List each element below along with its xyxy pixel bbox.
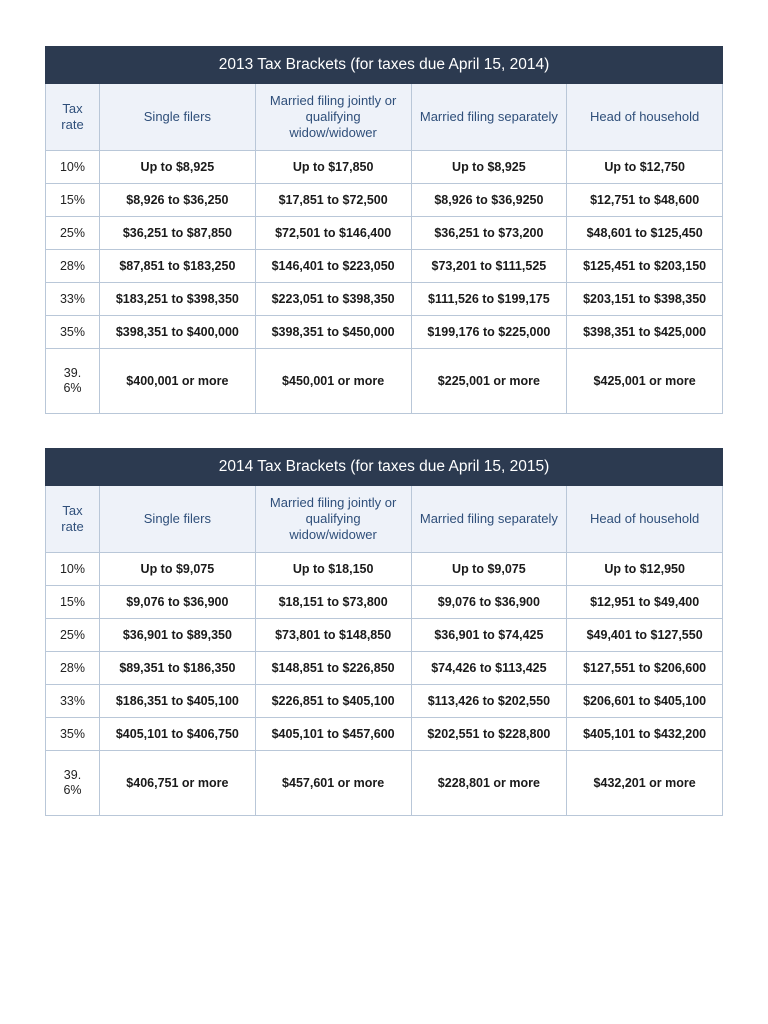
married-jointly-cell: $226,851 to $405,100 xyxy=(255,685,411,718)
head-of-household-cell: Up to $12,750 xyxy=(567,151,723,184)
head-of-household-cell: $48,601 to $125,450 xyxy=(567,217,723,250)
tax-brackets-2014-table xyxy=(45,448,723,816)
married-separately-cell: $202,551 to $228,800 xyxy=(411,718,567,751)
table-row xyxy=(46,619,723,652)
column-header-married-separately: Married filing separately xyxy=(411,486,567,553)
column-header-row xyxy=(46,486,723,553)
married-jointly-cell: Up to $18,150 xyxy=(255,553,411,586)
married-separately-cell: $199,176 to $225,000 xyxy=(411,316,567,349)
married-separately-cell: $9,076 to $36,900 xyxy=(411,586,567,619)
column-header-married-jointly: Married filing jointly or qualifying widow/widower xyxy=(255,84,411,151)
single-filers-cell: $183,251 to $398,350 xyxy=(100,283,256,316)
column-header-married-separately: Married filing separately xyxy=(411,84,567,151)
table-row xyxy=(46,349,723,414)
tax-rate-cell: 15% xyxy=(46,184,100,217)
head-of-household-cell: Up to $12,950 xyxy=(567,553,723,586)
single-filers-cell: $398,351 to $400,000 xyxy=(100,316,256,349)
single-filers-cell: $400,001 or more xyxy=(100,349,256,414)
single-filers-cell: $8,926 to $36,250 xyxy=(100,184,256,217)
married-jointly-cell: $17,851 to $72,500 xyxy=(255,184,411,217)
head-of-household-cell: $12,951 to $49,400 xyxy=(567,586,723,619)
table-row xyxy=(46,652,723,685)
tax-rate-cell: 25% xyxy=(46,217,100,250)
married-separately-cell: $36,901 to $74,425 xyxy=(411,619,567,652)
head-of-household-cell: $127,551 to $206,600 xyxy=(567,652,723,685)
table-title-row xyxy=(46,449,723,486)
married-jointly-cell: $146,401 to $223,050 xyxy=(255,250,411,283)
column-header-single-filers: Single filers xyxy=(100,84,256,151)
table-row xyxy=(46,718,723,751)
table-row xyxy=(46,184,723,217)
column-header-head-of-household: Head of household xyxy=(567,84,723,151)
table-title-row xyxy=(46,47,723,84)
tax-rate-cell: 35% xyxy=(46,718,100,751)
table-row xyxy=(46,283,723,316)
table-row xyxy=(46,250,723,283)
married-separately-cell: Up to $8,925 xyxy=(411,151,567,184)
head-of-household-cell: $203,151 to $398,350 xyxy=(567,283,723,316)
tax-rate-cell: 33% xyxy=(46,685,100,718)
tax-brackets-2013-table xyxy=(45,46,723,414)
married-jointly-cell: $18,151 to $73,800 xyxy=(255,586,411,619)
single-filers-cell: $405,101 to $406,750 xyxy=(100,718,256,751)
married-jointly-cell: $405,101 to $457,600 xyxy=(255,718,411,751)
column-header-row xyxy=(46,84,723,151)
column-header-married-jointly: Married filing jointly or qualifying widow/widower xyxy=(255,486,411,553)
table-body xyxy=(46,151,723,414)
single-filers-cell: $89,351 to $186,350 xyxy=(100,652,256,685)
single-filers-cell: $36,901 to $89,350 xyxy=(100,619,256,652)
table-row xyxy=(46,151,723,184)
tax-rate-cell: 39.6% xyxy=(46,349,100,414)
table-row xyxy=(46,586,723,619)
married-separately-cell: $225,001 or more xyxy=(411,349,567,414)
single-filers-cell: $36,251 to $87,850 xyxy=(100,217,256,250)
tax-rate-cell: 25% xyxy=(46,619,100,652)
married-separately-cell: $8,926 to $36,9250 xyxy=(411,184,567,217)
married-jointly-cell: $450,001 or more xyxy=(255,349,411,414)
single-filers-cell: $87,851 to $183,250 xyxy=(100,250,256,283)
married-jointly-cell: $398,351 to $450,000 xyxy=(255,316,411,349)
married-jointly-cell: $223,051 to $398,350 xyxy=(255,283,411,316)
tax-rate-cell: 33% xyxy=(46,283,100,316)
column-header-tax-rate: Tax rate xyxy=(46,486,100,553)
single-filers-cell: Up to $8,925 xyxy=(100,151,256,184)
column-header-head-of-household: Head of household xyxy=(567,486,723,553)
single-filers-cell: $9,076 to $36,900 xyxy=(100,586,256,619)
married-jointly-cell: $73,801 to $148,850 xyxy=(255,619,411,652)
table-body xyxy=(46,553,723,816)
tax-rate-cell: 28% xyxy=(46,250,100,283)
head-of-household-cell: $405,101 to $432,200 xyxy=(567,718,723,751)
tax-rate-cell: 39.6% xyxy=(46,751,100,816)
head-of-household-cell: $398,351 to $425,000 xyxy=(567,316,723,349)
tax-rate-cell: 15% xyxy=(46,586,100,619)
single-filers-cell: $406,751 or more xyxy=(100,751,256,816)
head-of-household-cell: $12,751 to $48,600 xyxy=(567,184,723,217)
married-separately-cell: $74,426 to $113,425 xyxy=(411,652,567,685)
table-row xyxy=(46,553,723,586)
head-of-household-cell: $125,451 to $203,150 xyxy=(567,250,723,283)
tax-rate-cell: 28% xyxy=(46,652,100,685)
married-separately-cell: $228,801 or more xyxy=(411,751,567,816)
married-separately-cell: $111,526 to $199,175 xyxy=(411,283,567,316)
table-row xyxy=(46,685,723,718)
table-title: 2014 Tax Brackets (for taxes due April 15, 2015) xyxy=(46,449,723,486)
head-of-household-cell: $425,001 or more xyxy=(567,349,723,414)
tax-rate-cell: 10% xyxy=(46,151,100,184)
married-separately-cell: Up to $9,075 xyxy=(411,553,567,586)
married-separately-cell: $113,426 to $202,550 xyxy=(411,685,567,718)
married-jointly-cell: $72,501 to $146,400 xyxy=(255,217,411,250)
head-of-household-cell: $206,601 to $405,100 xyxy=(567,685,723,718)
tax-rate-cell: 35% xyxy=(46,316,100,349)
column-header-tax-rate: Tax rate xyxy=(46,84,100,151)
head-of-household-cell: $432,201 or more xyxy=(567,751,723,816)
married-jointly-cell: $457,601 or more xyxy=(255,751,411,816)
married-separately-cell: $73,201 to $111,525 xyxy=(411,250,567,283)
head-of-household-cell: $49,401 to $127,550 xyxy=(567,619,723,652)
single-filers-cell: $186,351 to $405,100 xyxy=(100,685,256,718)
column-header-single-filers: Single filers xyxy=(100,486,256,553)
married-jointly-cell: Up to $17,850 xyxy=(255,151,411,184)
table-row xyxy=(46,316,723,349)
tax-rate-cell: 10% xyxy=(46,553,100,586)
table-row xyxy=(46,217,723,250)
table-row xyxy=(46,751,723,816)
single-filers-cell: Up to $9,075 xyxy=(100,553,256,586)
table-title: 2013 Tax Brackets (for taxes due April 15, 2014) xyxy=(46,47,723,84)
married-jointly-cell: $148,851 to $226,850 xyxy=(255,652,411,685)
married-separately-cell: $36,251 to $73,200 xyxy=(411,217,567,250)
